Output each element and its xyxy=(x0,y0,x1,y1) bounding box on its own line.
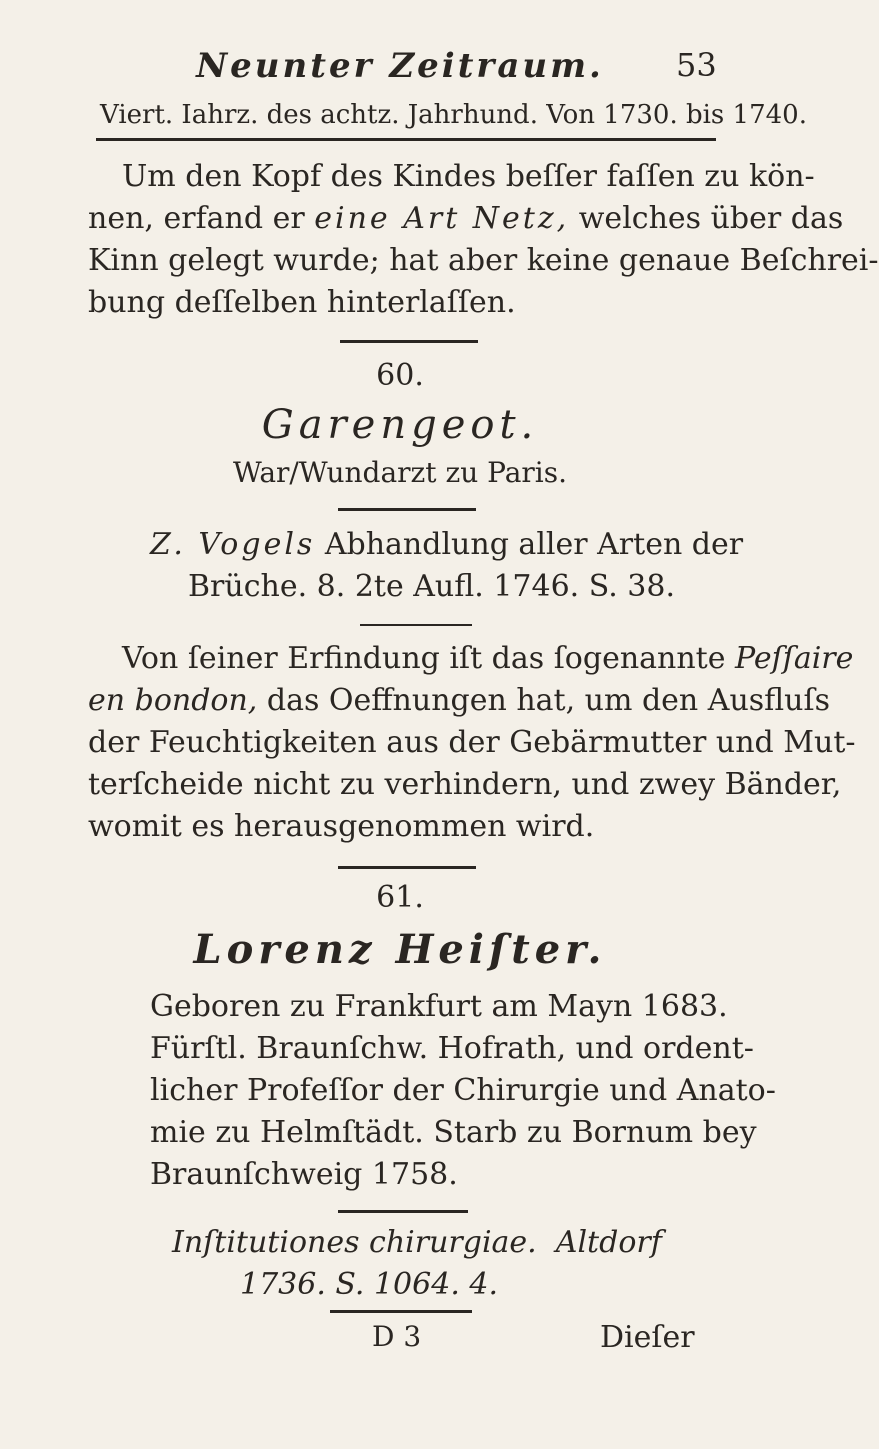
para-line-1-start: Von ſeiner Erfindung iſt das ſogenannte xyxy=(122,641,736,676)
work-details: 1736. S. 1064. 4. xyxy=(240,1267,499,1302)
en-bondon-term: en bondon, xyxy=(88,683,258,718)
separator-rule xyxy=(330,1310,472,1313)
entry-61-name: Lorenz Heiſter. xyxy=(193,926,607,973)
pessaire-term: Peſſaire xyxy=(735,641,854,676)
running-head-title: Neunter Zeitraum. xyxy=(196,46,604,86)
entry-60-role: War/Wundarzt zu Paris. xyxy=(232,456,568,489)
entry-60-para-line-1 xyxy=(122,638,853,680)
entry-61-line-4: mie zu Helmſtädt. Starb zu Bornum bey xyxy=(150,1115,757,1150)
entry-61-line-2: Fürſtl. Braunſchw. Hofrath, und ordent- xyxy=(150,1031,754,1066)
entry-60-para-line-4: terſcheide nicht zu verhindern, und zwey Bänder, xyxy=(88,767,842,802)
separator-rule xyxy=(340,340,478,343)
para-line-2-rest: das Oeffnungen hat, um den Ausfluſs xyxy=(257,683,830,718)
entry-61-work-line-1 xyxy=(172,1222,662,1264)
work-place: Altdorf xyxy=(555,1225,662,1260)
separator-rule xyxy=(338,866,476,869)
entry-61-line-3: licher Profeſſor der Chirurgie und Anato- xyxy=(150,1073,776,1108)
work-title: Inſtitutiones chirurgiae. xyxy=(172,1225,537,1260)
entry-60-para-line-5: womit es herausgenommen wird. xyxy=(88,809,595,844)
entry-61-line-5: Braunſchweig 1758. xyxy=(150,1157,458,1192)
entry-60-citation-line-2: Brüche. 8. 2te Aufl. 1746. S. 38. xyxy=(188,569,676,604)
separator-rule xyxy=(360,624,472,626)
catchword: Dieſer xyxy=(600,1320,695,1355)
intro-line-2 xyxy=(88,198,843,240)
entry-60-number: 60. xyxy=(376,358,424,393)
intro-line-3: Kinn gelegt wurde; hat aber keine genaue Beſchrei- xyxy=(88,243,879,278)
citation-text: Abhandlung aller Arten der xyxy=(315,527,744,562)
entry-60-para-line-3: der Feuchtigkeiten aus der Gebärmutter und Mut- xyxy=(88,725,856,760)
entry-61-work-line-2 xyxy=(240,1264,498,1306)
separator-rule xyxy=(338,508,476,511)
entry-61-number: 61. xyxy=(376,880,424,915)
citation-author: Z. Vogels xyxy=(150,527,316,562)
page-number: 53 xyxy=(676,46,717,84)
entry-60-citation-line-1 xyxy=(150,524,743,566)
running-head-subtitle: Viert. Iahrz. des achtz. Jahrhund. Von 1730. bis 1740. xyxy=(100,100,807,130)
intro-line-1: Um den Kopf des Kindes beſſer faſſen zu kön- xyxy=(122,159,815,194)
separator-rule xyxy=(338,1210,468,1213)
intro-line-2-start: nen, erfand er xyxy=(88,201,315,236)
header-rule xyxy=(96,138,716,141)
intro-line-2-end: welches über das xyxy=(569,201,844,236)
intro-italic-phrase: eine Art Netz, xyxy=(314,201,570,236)
entry-60-para-line-2 xyxy=(88,680,830,722)
intro-line-4: bung deſſelben hinterlaſſen. xyxy=(88,285,516,320)
entry-60-name: Garengeot. xyxy=(261,402,539,448)
entry-61-line-1: Geboren zu Frankfurt am Mayn 1683. xyxy=(150,989,728,1024)
signature-mark: D 3 xyxy=(372,1320,422,1353)
